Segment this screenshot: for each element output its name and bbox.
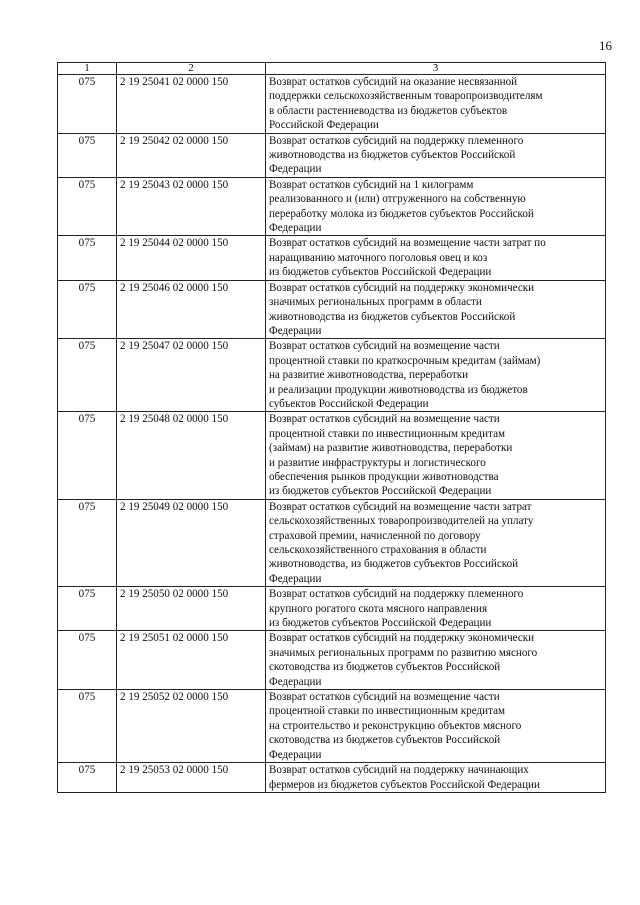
admin-code-cell: 075 bbox=[58, 339, 117, 412]
admin-code-cell: 075 bbox=[58, 631, 117, 690]
budget-code-cell: 2 19 25044 02 0000 150 bbox=[117, 236, 266, 280]
admin-code-cell: 075 bbox=[58, 587, 117, 631]
table-row bbox=[58, 587, 606, 631]
column-header-3: 3 bbox=[266, 63, 606, 75]
budget-classification-table bbox=[57, 62, 606, 793]
description-cell: Возврат остатков субсидий на поддержку племенного животноводства из бюджетов субъектов Российской Федерации bbox=[266, 133, 606, 177]
budget-code-cell: 2 19 25050 02 0000 150 bbox=[117, 587, 266, 631]
table-row bbox=[58, 75, 606, 134]
admin-code-cell: 075 bbox=[58, 177, 117, 236]
budget-code-cell: 2 19 25049 02 0000 150 bbox=[117, 499, 266, 586]
admin-code-cell: 075 bbox=[58, 690, 117, 763]
description-cell: Возврат остатков субсидий на поддержку экономически значимых региональных программ по развитию мясного скотоводства из бюджетов субъектов Российской Федерации bbox=[266, 631, 606, 690]
description-cell: Возврат остатков субсидий на оказание несвязанной поддержки сельскохозяйственным товаропроизводителям в области растениеводства из бюджетов субъектов Российской Федерации bbox=[266, 75, 606, 134]
header-row bbox=[58, 63, 606, 75]
budget-code-cell: 2 19 25052 02 0000 150 bbox=[117, 690, 266, 763]
table-row bbox=[58, 280, 606, 339]
budget-code-cell: 2 19 25046 02 0000 150 bbox=[117, 280, 266, 339]
admin-code-cell: 075 bbox=[58, 133, 117, 177]
table-row bbox=[58, 412, 606, 499]
description-cell: Возврат остатков субсидий на поддержку начинающих фермеров из бюджетов субъектов Российской Федерации bbox=[266, 763, 606, 793]
budget-code-cell: 2 19 25051 02 0000 150 bbox=[117, 631, 266, 690]
budget-code-cell: 2 19 25043 02 0000 150 bbox=[117, 177, 266, 236]
table-row bbox=[58, 690, 606, 763]
description-cell: Возврат остатков субсидий на поддержку племенного крупного рогатого скота мясного направления из бюджетов субъектов Российской Федерации bbox=[266, 587, 606, 631]
column-header-2: 2 bbox=[117, 63, 266, 75]
description-cell: Возврат остатков субсидий на 1 килограмм реализованного и (или) отгруженного на собственную переработку молока из бюджетов субъектов Российской Федерации bbox=[266, 177, 606, 236]
admin-code-cell: 075 bbox=[58, 75, 117, 134]
budget-code-cell: 2 19 25041 02 0000 150 bbox=[117, 75, 266, 134]
description-cell: Возврат остатков субсидий на возмещение части процентной ставки по инвестиционным кредитам (займам) на развитие животноводства, переработки и развитие инфраструктуры и логистического обеспечения рынков продукции животноводства из бюджетов субъектов Российской Федерации bbox=[266, 412, 606, 499]
admin-code-cell: 075 bbox=[58, 499, 117, 586]
admin-code-cell: 075 bbox=[58, 280, 117, 339]
table-row bbox=[58, 177, 606, 236]
budget-code-cell: 2 19 25048 02 0000 150 bbox=[117, 412, 266, 499]
description-cell: Возврат остатков субсидий на поддержку экономически значимых региональных программ в области животноводства из бюджетов субъектов Российской Федерации bbox=[266, 280, 606, 339]
description-cell: Возврат остатков субсидий на возмещение части процентной ставки по краткосрочным кредитам (займам) на развитие животноводства, переработки и реализации продукции животноводства из бюджетов субъектов Российской Федерации bbox=[266, 339, 606, 412]
description-cell: Возврат остатков субсидий на возмещение части процентной ставки по инвестиционным кредитам на строительство и реконструкцию объектов мясного скотоводства из бюджетов субъектов Российской Федерации bbox=[266, 690, 606, 763]
description-cell: Возврат остатков субсидий на возмещение части затрат по наращиванию маточного поголовья овец и коз из бюджетов субъектов Российской Федерации bbox=[266, 236, 606, 280]
budget-code-cell: 2 19 25053 02 0000 150 bbox=[117, 763, 266, 793]
table-row bbox=[58, 499, 606, 586]
table-row bbox=[58, 236, 606, 280]
table-row bbox=[58, 133, 606, 177]
admin-code-cell: 075 bbox=[58, 412, 117, 499]
description-cell: Возврат остатков субсидий на возмещение части затрат сельскохозяйственных товаропроизводителей на уплату страховой премии, начисленной по договору сельскохозяйственного страхования в области животноводства, из бюджетов субъектов Российской Федерации bbox=[266, 499, 606, 586]
budget-code-cell: 2 19 25047 02 0000 150 bbox=[117, 339, 266, 412]
table-row bbox=[58, 339, 606, 412]
table-row bbox=[58, 631, 606, 690]
column-header-1: 1 bbox=[58, 63, 117, 75]
admin-code-cell: 075 bbox=[58, 236, 117, 280]
table-row bbox=[58, 763, 606, 793]
page-number: 16 bbox=[599, 38, 612, 53]
budget-code-cell: 2 19 25042 02 0000 150 bbox=[117, 133, 266, 177]
admin-code-cell: 075 bbox=[58, 763, 117, 793]
